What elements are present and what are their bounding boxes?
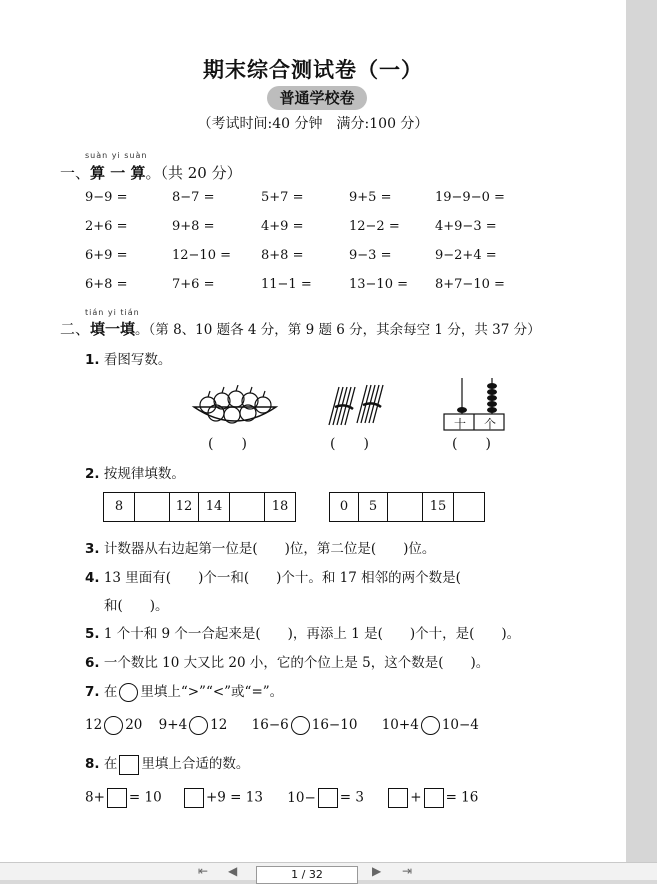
page-title: 期末综合测试卷（一） bbox=[203, 57, 423, 82]
arithmetic-item: 9−2+4 = bbox=[435, 248, 497, 263]
answer-circle[interactable] bbox=[104, 716, 123, 735]
school-badge: 普通学校卷 bbox=[267, 86, 367, 110]
answer-square[interactable] bbox=[424, 788, 444, 808]
q1-blank-apples[interactable]: ( ) bbox=[208, 436, 247, 452]
abacus-icon bbox=[442, 374, 508, 432]
sequence-cell: 18 bbox=[271, 499, 289, 514]
arithmetic-item: 8−7 = bbox=[172, 190, 215, 205]
section1-pinyin: suàn yi suàn bbox=[85, 151, 148, 160]
sequence-cell: 14 bbox=[199, 493, 230, 521]
question-7: 7. 在 里填上“>”“<”或“=”。 bbox=[85, 684, 284, 700]
question-4: 4. 13 里面有( )个一和( )个十。和 17 相邻的两个数是( bbox=[85, 570, 461, 586]
answer-square[interactable] bbox=[107, 788, 127, 808]
answer-square[interactable] bbox=[388, 788, 408, 808]
abacus-tens-label: 十 bbox=[454, 417, 467, 431]
answer-circle[interactable] bbox=[189, 716, 208, 735]
apples-basket-icon bbox=[190, 385, 280, 433]
compare-circle-icon bbox=[119, 683, 138, 702]
last-page-button[interactable]: ⇥ bbox=[402, 864, 413, 878]
vertical-scrollbar[interactable] bbox=[626, 0, 657, 862]
arithmetic-item: 9−9 = bbox=[85, 190, 128, 205]
exam-info: （考试时间:40 分钟 满分:100 分） bbox=[197, 116, 429, 132]
question-8: 8. 在 里填上合适的数。 bbox=[85, 752, 249, 775]
sequence-blank[interactable] bbox=[135, 493, 170, 521]
arithmetic-item: 9−3 = bbox=[349, 248, 392, 263]
answer-square[interactable] bbox=[184, 788, 204, 808]
question-6: 6. 一个数比 10 大又比 20 小，它的个位上是 5，这个数是( )。 bbox=[85, 655, 490, 671]
comparison-item: 10+4 10−4 bbox=[381, 717, 479, 733]
q1-blank-sticks[interactable]: ( ) bbox=[330, 436, 369, 452]
page-number-input[interactable]: 1 / 32 bbox=[256, 866, 358, 884]
q1-blank-abacus[interactable]: ( ) bbox=[452, 436, 491, 452]
arithmetic-item: 8+7−10 = bbox=[435, 277, 505, 292]
page-navigation bbox=[0, 862, 657, 880]
arithmetic-item: 6+9 = bbox=[85, 248, 128, 263]
section1-heading: 一、算 一 算。（共 20 分） bbox=[60, 164, 242, 182]
next-page-button[interactable]: ▶ bbox=[372, 864, 382, 878]
q7-comparisons bbox=[85, 716, 479, 735]
arithmetic-item: 4+9−3 = bbox=[435, 219, 497, 234]
arithmetic-item: 9+5 = bbox=[349, 190, 392, 205]
arithmetic-item: 12−10 = bbox=[172, 248, 232, 263]
arithmetic-item: 4+9 = bbox=[261, 219, 304, 234]
sequence-box-2 bbox=[329, 492, 485, 522]
sequence-cell: 8 bbox=[104, 493, 135, 521]
arithmetic-item: 13−10 = bbox=[349, 277, 409, 292]
sequence-cell: 15 bbox=[423, 493, 454, 521]
question-2: 2. 按规律填数。 bbox=[85, 466, 185, 482]
section2-heading: 二、填一填。（第 8、10 题各 4 分，第 9 题 6 分，其余每空 1 分，共 37 分） bbox=[60, 320, 541, 338]
sequence-cell: 12 bbox=[170, 493, 199, 521]
answer-circle[interactable] bbox=[421, 716, 440, 735]
answer-square[interactable] bbox=[318, 788, 338, 808]
arithmetic-item: 7+6 = bbox=[172, 277, 215, 292]
arithmetic-item: 9+8 = bbox=[172, 219, 215, 234]
sequence-cell: 5 bbox=[359, 493, 388, 521]
comparison-item: 9+4 12 bbox=[158, 717, 228, 733]
question-3: 3. 计数器从右边起第一位是( )位，第二位是( )位。 bbox=[85, 541, 436, 557]
sequence-box-1 bbox=[103, 492, 296, 522]
question-4-continued: 和( )。 bbox=[104, 598, 169, 614]
answer-square-icon bbox=[119, 755, 139, 775]
sequence-blank[interactable] bbox=[454, 493, 484, 521]
sequence-cell: 0 bbox=[330, 493, 359, 521]
arithmetic-item: 2+6 = bbox=[85, 219, 128, 234]
question-1: 1. 看图写数。 bbox=[85, 352, 172, 368]
arithmetic-item: 5+7 = bbox=[261, 190, 304, 205]
arithmetic-item: 11−1 = bbox=[261, 277, 312, 292]
arithmetic-item: 19−9−0 = bbox=[435, 190, 505, 205]
comparison-item: 16−6 16−10 bbox=[251, 717, 358, 733]
arithmetic-item: 6+8 = bbox=[85, 277, 128, 292]
first-page-button[interactable]: ⇤ bbox=[198, 864, 209, 878]
question-5: 5. 1 个十和 9 个一合起来是( )，再添上 1 是( )个十，是( )。 bbox=[85, 626, 521, 642]
prev-page-button[interactable]: ◀ bbox=[228, 864, 238, 878]
sequence-blank[interactable] bbox=[388, 493, 423, 521]
stick-bundles-icon bbox=[325, 383, 387, 427]
arithmetic-item: 8+8 = bbox=[261, 248, 304, 263]
abacus-ones-label: 个 bbox=[484, 417, 497, 431]
sequence-blank[interactable] bbox=[230, 493, 265, 521]
arithmetic-item: 12−2 = bbox=[349, 219, 400, 234]
comparison-item: 12 20 bbox=[85, 717, 143, 733]
answer-circle[interactable] bbox=[291, 716, 310, 735]
q8-equations: 8+ = 10 +9 = 13 10− = 3 + = 16 bbox=[85, 788, 478, 808]
section2-pinyin: tián yi tián bbox=[85, 308, 140, 317]
